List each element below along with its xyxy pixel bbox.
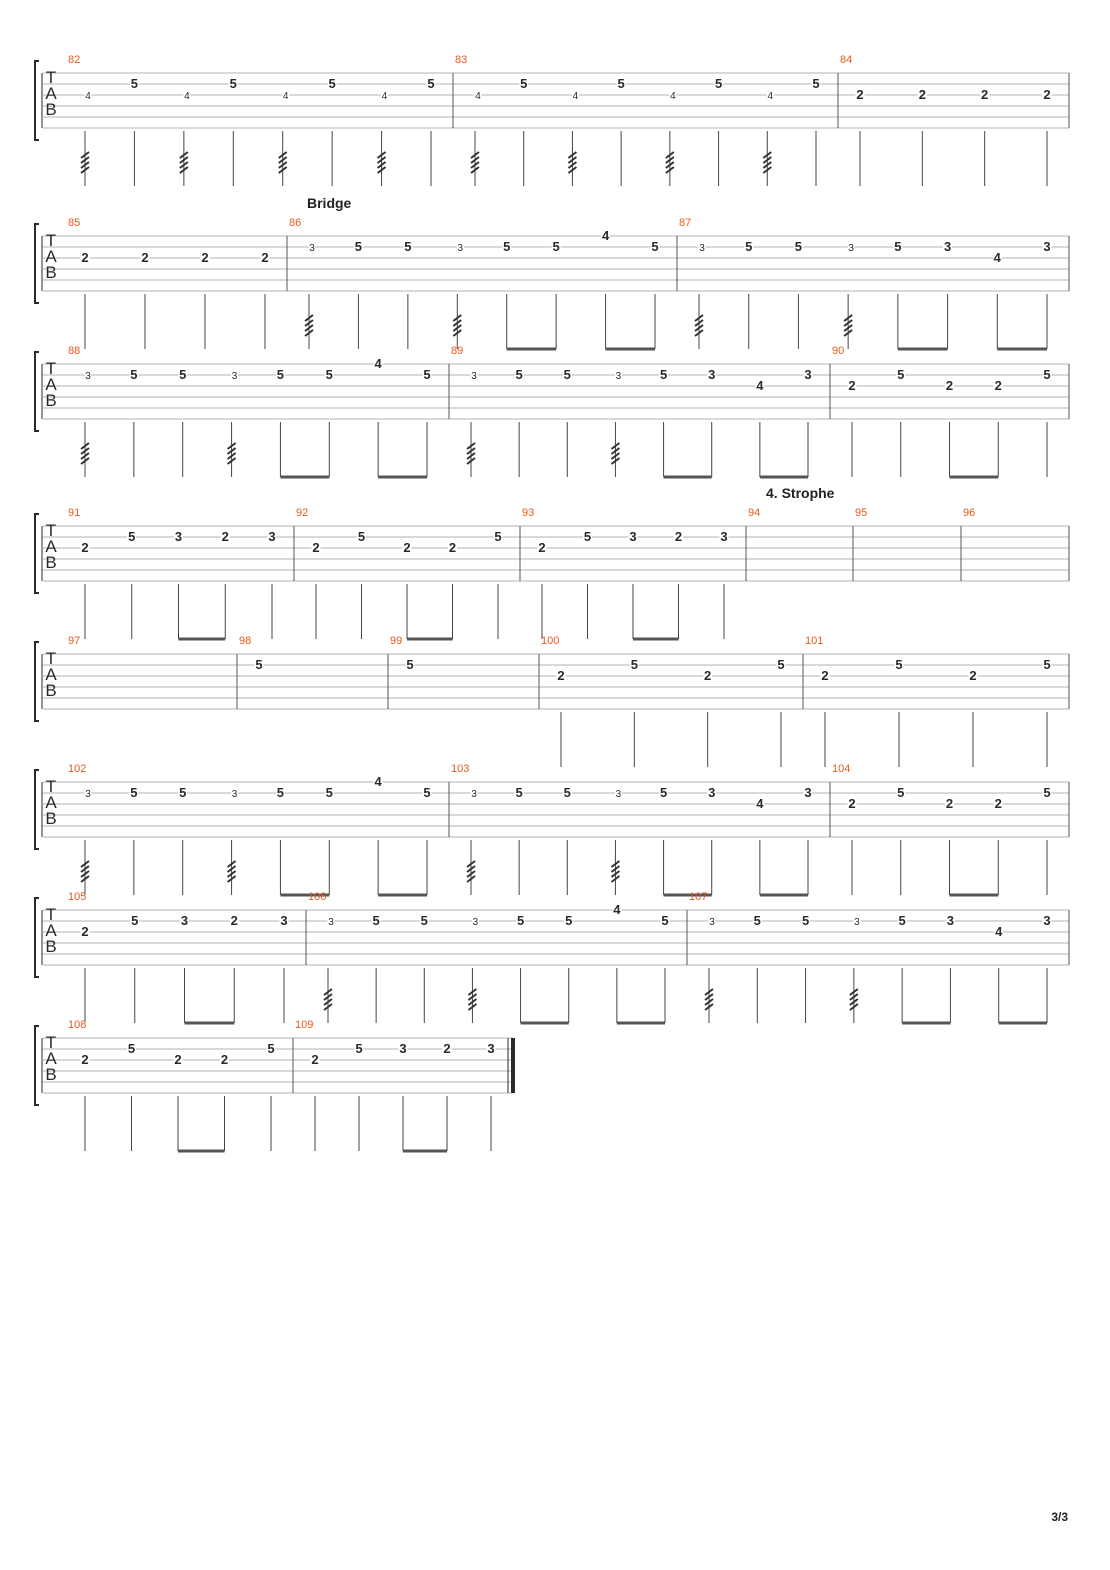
measure-number: 104 xyxy=(832,763,851,775)
fret-number: 5 xyxy=(423,367,431,382)
measure xyxy=(522,507,729,639)
fret-number: 4 xyxy=(381,91,388,102)
fret-number: 5 xyxy=(229,76,237,91)
tab-clef-letter: A xyxy=(45,84,57,103)
fret-number: 4 xyxy=(282,91,289,102)
fret-number: 5 xyxy=(128,529,136,544)
measure xyxy=(296,507,503,639)
fret-number: 3 xyxy=(720,529,728,544)
fret-number: 3 xyxy=(943,239,952,254)
fret-number: 5 xyxy=(515,785,523,800)
measure xyxy=(855,507,867,519)
fret-number: 5 xyxy=(130,76,139,91)
fret-number: 2 xyxy=(994,378,1002,393)
fret-number: 2 xyxy=(81,924,89,939)
measure xyxy=(68,507,277,639)
fret-number: 5 xyxy=(630,657,638,672)
tab-clef-letter: B xyxy=(45,1065,57,1084)
fret-number: 2 xyxy=(848,378,856,393)
fret-number: 2 xyxy=(81,250,89,265)
fret-number: 3 xyxy=(280,913,288,928)
fret-number: 4 xyxy=(572,91,579,102)
fret-number: 5 xyxy=(897,785,905,800)
fret-number: 3 xyxy=(629,529,637,544)
section-label: Bridge xyxy=(307,195,352,211)
fret-number: 4 xyxy=(475,91,481,102)
tab-clef-letter: A xyxy=(45,921,57,940)
fret-number: 5 xyxy=(894,239,902,254)
fret-number: 5 xyxy=(563,367,571,382)
measure xyxy=(295,1019,496,1151)
fret-number: 2 xyxy=(201,250,209,265)
tab-clef-letter: T xyxy=(45,649,57,668)
measure xyxy=(832,345,1052,477)
tab-system xyxy=(35,635,1069,767)
tab-clef-letter: A xyxy=(45,537,57,556)
measure-number: 96 xyxy=(963,507,976,519)
measure-number: 106 xyxy=(308,891,327,903)
fret-number: 2 xyxy=(174,1052,182,1067)
fret-number: 3 xyxy=(309,243,315,254)
fret-number: 5 xyxy=(503,239,511,254)
fret-number: 5 xyxy=(130,367,138,382)
measure xyxy=(451,345,813,477)
measure xyxy=(832,763,1052,895)
fret-number: 2 xyxy=(448,540,457,555)
measure xyxy=(68,217,270,349)
fret-number: 5 xyxy=(812,76,820,91)
fret-number: 4 xyxy=(613,902,621,917)
fret-number: 5 xyxy=(794,239,803,254)
fret-number: 5 xyxy=(325,785,333,800)
measure-number: 103 xyxy=(451,763,470,775)
tab-clef-letter: T xyxy=(45,231,57,250)
tab-system xyxy=(35,1019,513,1151)
measure xyxy=(840,54,1052,186)
fret-number: 5 xyxy=(520,76,528,91)
measure xyxy=(689,891,1052,1023)
system-bracket xyxy=(35,642,39,721)
fret-number: 3 xyxy=(615,371,622,382)
measure xyxy=(68,345,432,477)
fret-number: 5 xyxy=(659,785,668,800)
measure-number: 99 xyxy=(390,635,403,647)
measure-number: 109 xyxy=(295,1019,314,1031)
tab-clef-letter: T xyxy=(45,521,57,540)
fret-number: 5 xyxy=(372,913,380,928)
measure-number: 108 xyxy=(68,1019,87,1031)
measure xyxy=(308,891,670,1023)
fret-number: 5 xyxy=(423,785,431,800)
measure xyxy=(455,54,821,186)
tab-clef-letter: B xyxy=(45,681,57,700)
fret-number: 3 xyxy=(804,367,812,382)
fret-number: 4 xyxy=(993,250,1001,265)
fret-number: 3 xyxy=(268,529,276,544)
fret-number: 5 xyxy=(357,529,366,544)
fret-number: 2 xyxy=(81,540,89,555)
measure-number: 95 xyxy=(855,507,868,519)
fret-number: 3 xyxy=(708,367,716,382)
fret-number: 5 xyxy=(354,239,363,254)
fret-number: 5 xyxy=(714,76,723,91)
fret-number: 3 xyxy=(709,917,715,928)
fret-number: 5 xyxy=(179,785,187,800)
tab-clef-letter: B xyxy=(45,100,57,119)
fret-number: 2 xyxy=(969,668,977,683)
fret-number: 2 xyxy=(1043,87,1051,102)
tab-clef-letter: A xyxy=(45,1049,57,1068)
tab-clef-letter: B xyxy=(45,553,57,572)
measure-number: 85 xyxy=(68,217,81,229)
fret-number: 5 xyxy=(777,657,785,672)
fret-number: 3 xyxy=(174,529,183,544)
measure-number: 101 xyxy=(805,635,824,647)
fret-number: 3 xyxy=(472,917,479,928)
page-number: 3/3 xyxy=(1051,1510,1068,1524)
fret-number: 5 xyxy=(651,239,659,254)
fret-number: 3 xyxy=(85,789,91,800)
fret-number: 2 xyxy=(230,913,238,928)
fret-number: 5 xyxy=(583,529,592,544)
fret-number: 3 xyxy=(708,785,716,800)
fret-number: 2 xyxy=(81,1052,89,1067)
tab-clef-letter: B xyxy=(45,937,57,956)
tab-clef-letter: T xyxy=(45,68,57,87)
fret-number: 3 xyxy=(471,371,477,382)
fret-number: 4 xyxy=(184,91,190,102)
system-bracket xyxy=(35,898,39,977)
measure-number: 94 xyxy=(748,507,761,519)
fret-number: 3 xyxy=(854,917,860,928)
fret-number: 2 xyxy=(311,1052,319,1067)
measure-number: 98 xyxy=(239,635,252,647)
fret-number: 2 xyxy=(557,668,565,683)
fret-number: 2 xyxy=(141,250,149,265)
system-bracket xyxy=(35,61,39,140)
fret-number: 5 xyxy=(267,1041,275,1056)
measure-number: 107 xyxy=(689,891,708,903)
tab-clef-letter: A xyxy=(45,665,57,684)
tab-clef-letter: T xyxy=(45,777,57,796)
fret-number: 3 xyxy=(699,243,705,254)
fret-number: 2 xyxy=(848,796,856,811)
system-bracket xyxy=(35,514,39,593)
fret-number: 4 xyxy=(756,378,764,393)
section-label: 4. Strophe xyxy=(766,485,835,501)
measure-number: 91 xyxy=(68,507,81,519)
fret-number: 3 xyxy=(457,243,464,254)
fret-number: 2 xyxy=(918,87,926,102)
fret-number: 4 xyxy=(374,774,382,789)
fret-number: 4 xyxy=(85,91,91,102)
fret-number: 2 xyxy=(674,529,683,544)
measure xyxy=(68,891,289,1023)
fret-number: 5 xyxy=(898,913,906,928)
fret-number: 5 xyxy=(255,657,263,672)
fret-number: 4 xyxy=(374,356,382,371)
fret-number: 2 xyxy=(981,87,989,102)
measure-number: 82 xyxy=(68,54,81,66)
fret-number: 3 xyxy=(848,243,854,254)
fret-number: 5 xyxy=(131,913,139,928)
fret-number: 5 xyxy=(179,367,187,382)
fret-number: 2 xyxy=(945,796,954,811)
fret-number: 3 xyxy=(231,789,238,800)
fret-number: 4 xyxy=(767,91,774,102)
fret-number: 2 xyxy=(312,540,320,555)
fret-number: 3 xyxy=(487,1041,495,1056)
measure xyxy=(68,635,80,647)
fret-number: 5 xyxy=(427,76,435,91)
fret-number: 2 xyxy=(443,1041,451,1056)
fret-number: 5 xyxy=(801,913,810,928)
measure-number: 90 xyxy=(832,345,845,357)
fret-number: 5 xyxy=(1043,785,1051,800)
measure-number: 97 xyxy=(68,635,81,647)
measure xyxy=(68,1019,276,1151)
measure xyxy=(68,763,432,895)
fret-number: 2 xyxy=(221,529,229,544)
measure xyxy=(289,217,660,349)
fret-number: 4 xyxy=(670,91,676,102)
fret-number: 5 xyxy=(516,913,525,928)
fret-number: 5 xyxy=(753,913,761,928)
fret-number: 5 xyxy=(355,1041,363,1056)
fret-number: 5 xyxy=(404,239,412,254)
system-bracket xyxy=(35,224,39,303)
fret-number: 5 xyxy=(325,367,333,382)
fret-number: 5 xyxy=(127,1041,136,1056)
fret-number: 3 xyxy=(399,1041,407,1056)
fret-number: 5 xyxy=(565,913,573,928)
fret-number: 5 xyxy=(745,239,753,254)
fret-number: 5 xyxy=(563,785,571,800)
fret-number: 5 xyxy=(515,367,523,382)
measure-number: 100 xyxy=(541,635,560,647)
fret-number: 2 xyxy=(994,796,1002,811)
fret-number: 3 xyxy=(615,789,622,800)
measure-number: 88 xyxy=(68,345,81,357)
tab-clef-letter: T xyxy=(45,359,57,378)
fret-number: 3 xyxy=(1043,913,1051,928)
system-bracket xyxy=(35,1026,39,1105)
measure-number: 84 xyxy=(840,54,853,66)
tab-system xyxy=(35,485,1069,639)
fret-number: 3 xyxy=(471,789,477,800)
fret-number: 5 xyxy=(420,913,428,928)
fret-number: 2 xyxy=(945,378,954,393)
system-bracket xyxy=(35,770,39,849)
measure xyxy=(963,507,975,519)
measure-number: 92 xyxy=(296,507,309,519)
fret-number: 5 xyxy=(1043,657,1051,672)
fret-number: 4 xyxy=(995,924,1003,939)
fret-number: 2 xyxy=(704,668,712,683)
fret-number: 5 xyxy=(494,529,502,544)
fret-number: 5 xyxy=(552,239,560,254)
measure-number: 105 xyxy=(68,891,87,903)
tab-system xyxy=(35,54,1069,186)
fret-number: 3 xyxy=(180,913,189,928)
measure-number: 87 xyxy=(679,217,692,229)
fret-number: 3 xyxy=(946,913,955,928)
fret-number: 4 xyxy=(756,796,764,811)
fret-number: 2 xyxy=(856,87,864,102)
tab-clef-letter: T xyxy=(45,1033,57,1052)
fret-number: 4 xyxy=(601,228,610,243)
fret-number: 3 xyxy=(328,917,334,928)
fret-number: 5 xyxy=(276,367,285,382)
fret-number: 5 xyxy=(130,785,138,800)
fret-number: 2 xyxy=(220,1052,229,1067)
fret-number: 5 xyxy=(1043,367,1051,382)
fret-number: 2 xyxy=(261,250,269,265)
fret-number: 2 xyxy=(821,668,829,683)
system-bracket xyxy=(35,352,39,431)
tab-system xyxy=(35,891,1069,1023)
measure-number: 102 xyxy=(68,763,87,775)
measure xyxy=(805,635,1052,767)
fret-number: 3 xyxy=(231,371,238,382)
tab-clef-letter: B xyxy=(45,263,57,282)
fret-number: 5 xyxy=(659,367,668,382)
fret-number: 5 xyxy=(617,76,625,91)
measure-number: 93 xyxy=(522,507,535,519)
fret-number: 5 xyxy=(897,367,905,382)
measure-number: 86 xyxy=(289,217,302,229)
tab-system xyxy=(35,345,1069,477)
tab-system xyxy=(35,763,1069,895)
fret-number: 3 xyxy=(85,371,91,382)
fret-number: 5 xyxy=(276,785,285,800)
tab-clef-letter: T xyxy=(45,905,57,924)
measure-number: 83 xyxy=(455,54,468,66)
tab-system xyxy=(35,195,1069,349)
measure xyxy=(451,763,813,895)
fret-number: 5 xyxy=(328,76,336,91)
measure xyxy=(679,217,1052,349)
fret-number: 5 xyxy=(895,657,903,672)
fret-number: 3 xyxy=(1043,239,1051,254)
measure xyxy=(68,54,436,186)
tab-clef-letter: B xyxy=(45,809,57,828)
measure xyxy=(541,635,786,767)
fret-number: 5 xyxy=(661,913,669,928)
tab-clef-letter: A xyxy=(45,793,57,812)
tab-clef-letter: A xyxy=(45,247,57,266)
fret-number: 5 xyxy=(406,657,414,672)
measure xyxy=(748,507,760,519)
fret-number: 3 xyxy=(804,785,812,800)
tab-clef-letter: A xyxy=(45,375,57,394)
fret-number: 2 xyxy=(403,540,411,555)
fret-number: 2 xyxy=(538,540,546,555)
tab-clef-letter: B xyxy=(45,391,57,410)
measure-number: 89 xyxy=(451,345,464,357)
